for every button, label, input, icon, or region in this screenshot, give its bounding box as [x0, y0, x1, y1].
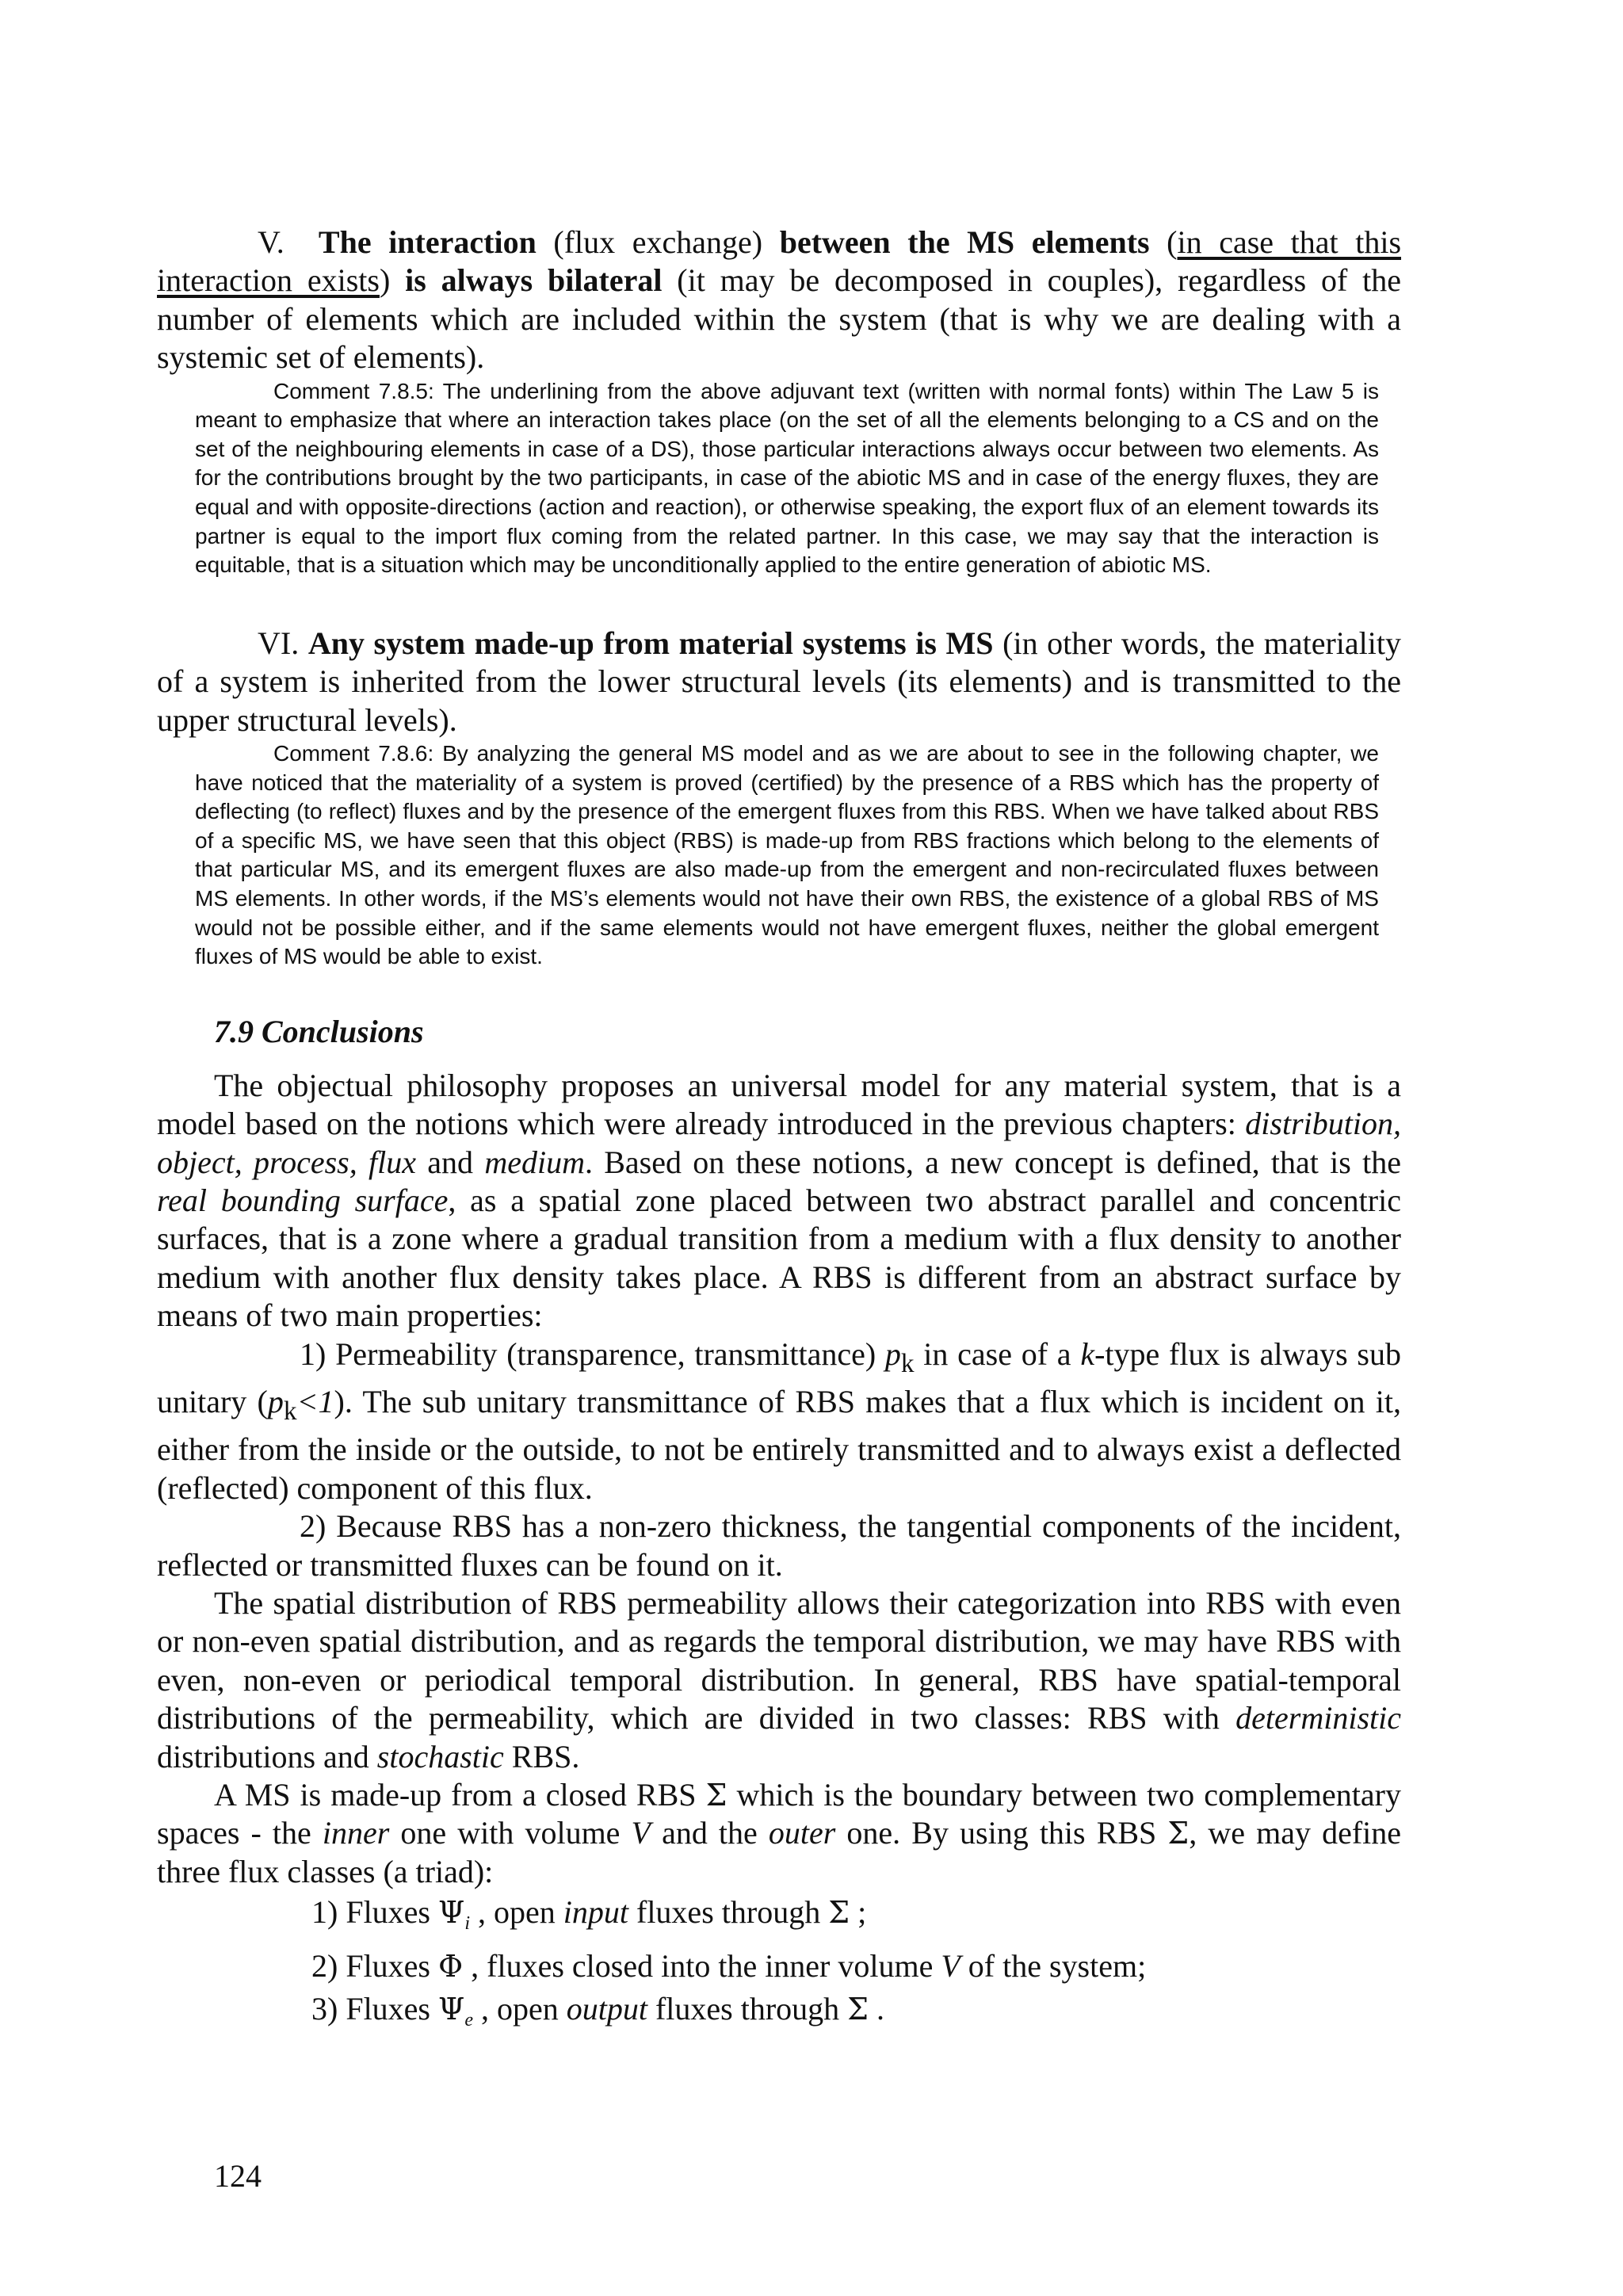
law-5-text-2: (	[1149, 224, 1178, 260]
p5-italic-g: outer	[768, 1815, 836, 1851]
list-3-text-e: .	[869, 1991, 885, 2027]
p5-italic-e: V	[631, 1815, 651, 1851]
conclusions-paragraph-5	[157, 1776, 1401, 1891]
list-item-2	[311, 1945, 1401, 1988]
p1-text-a: The objectual philosophy proposes an universal model for any material system, that is a model based on the notions which were already introduced in the previous chapters:	[157, 1067, 1401, 1142]
law-6-bold: Any system made-up from material systems is MS	[307, 625, 994, 661]
section-title: 7.9 Conclusions	[214, 1013, 424, 1049]
p1-text-e: . Based on these notions, a new concept is defined, that is the	[584, 1144, 1401, 1180]
law-5-text-4: (it may be decomposed in couples), regardless of the number of elements which are included within the system (that is why we are dealing with a systemic set of elements).	[157, 262, 1401, 376]
conclusions-paragraph-4	[157, 1584, 1401, 1776]
list-1-sub: i	[464, 1913, 470, 1935]
comment-7-8-6: Comment 7.8.6: By analyzing the general MS model and as we are about to see in the following chapter, we have noticed that the materiality of a system is proved (certified) by the presence of a RBS which has the property of deflecting (to reflect) fluxes and by the presence of the emergent fluxes from this RBS. When we have talked about RBS of a specific MS, we have seen that this object (RBS) is made-up from RBS fractions which belong to the elements of that particular MS, and its emergent fluxes are also made-up from the emergent and non-recirculated fluxes between MS elements. In other words, if the MS’s elements would not have their own RBS, the existence of a global RBS of MS would not be possible either, and if the same elements would not have emergent fluxes, neither the global emergent fluxes of MS would be able to exist.	[195, 741, 1379, 969]
law-5-text-1: (flux exchange)	[536, 224, 780, 260]
law-5-underlined: in case that this interaction exists	[157, 224, 1402, 299]
sigma-symbol: Σ	[828, 1895, 850, 1931]
p5-text-b: which is the boundary between two complementary spaces - the	[157, 1777, 1401, 1851]
conclusions-paragraph-1	[157, 1067, 1401, 1335]
p2-italic-p: p	[884, 1335, 901, 1372]
p5-italic-c: inner	[322, 1815, 390, 1851]
p2-sub-k2: k	[283, 1396, 297, 1426]
law-6-paragraph	[157, 625, 1401, 739]
list-3-italic: output	[566, 1991, 647, 2027]
list-item-3	[311, 1988, 1401, 2042]
p4-text-a: The spatial distribution of RBS permeability allows their categorization into RBS with even or non-even spatial distribution, and as regards the temporal distribution, we may have RBS with even, non-even or periodical temporal distribution. In general, RBS have spatial-temporal distributions of the permeability, which are divided in two classes: RBS with	[157, 1585, 1401, 1736]
psi-symbol: Ψ	[438, 1992, 465, 2027]
p5-text-d: one with volume	[389, 1815, 632, 1851]
law-5-bold-1: The interaction	[318, 224, 537, 260]
law-5-numeral: V.	[258, 224, 285, 260]
p5-text-f: and the	[650, 1815, 769, 1851]
list-1-text-a: 1) Fluxes	[311, 1894, 438, 1931]
p4-text-c: distributions and	[157, 1738, 377, 1775]
p2-text-f: -type flux is always sub unitary (	[157, 1335, 1401, 1419]
list-3-text-d: fluxes through	[647, 1991, 848, 2027]
list-2-text-a: 2) Fluxes	[311, 1948, 438, 1985]
list-3-text-a: 3) Fluxes	[311, 1991, 438, 2027]
list-item-1	[311, 1891, 1401, 1945]
list-3-text-b: , open	[472, 1991, 567, 2027]
p5-text-i: , we may define three flux classes (a triad):	[157, 1815, 1402, 1889]
p5-text-a: A MS is made-up from a closed RBS	[214, 1777, 706, 1813]
list-1-text-b: , open	[470, 1894, 563, 1931]
conclusions-property-2: 2) Because RBS has a non-zero thickness, the tangential components of the incident, reflected or transmitted fluxes can be found on it.	[157, 1508, 1401, 1583]
p2-italic-lt1: <1	[296, 1384, 334, 1419]
p2-text-d: in case of a	[914, 1335, 1081, 1372]
p1-italic-d: medium	[484, 1144, 585, 1180]
p2-text-a: 1) Permeability (transparence, transmittance)	[300, 1335, 885, 1372]
p4-text-e: RBS.	[503, 1738, 580, 1775]
p2-sub-k: k	[900, 1348, 915, 1378]
law-5-text-3: )	[379, 262, 406, 299]
law-5-bold-3: is always bilateral	[405, 262, 663, 299]
p1-italic-b: distribution, object, process, flux	[157, 1106, 1401, 1180]
page-number: 124	[214, 2158, 262, 2194]
p5-text-h: one. By using this RBS	[835, 1815, 1168, 1851]
p4-italic-b: deterministic	[1235, 1700, 1401, 1736]
list-1-text-e: ;	[850, 1894, 867, 1931]
p2-italic-p2: p	[267, 1384, 284, 1419]
p1-text-g: , as a spatial zone placed between two abstract parallel and concentric surfaces, that is a zone where a gradual transition from a medium with a flux density to another medium with another flux density takes place. A RBS is different from an abstract surface by means of two main properties:	[157, 1182, 1401, 1334]
psi-symbol: Ψ	[438, 1895, 465, 1931]
sigma-symbol: Σ	[847, 1992, 869, 2027]
p2-text-j: ). The sub unitary transmittance of RBS makes that a flux which is incident on it, either from the inside or the outside, to not be entirely transmitted and to always exist a deflected (reflected) component of this flux.	[157, 1384, 1401, 1506]
comment-7-8-5: Comment 7.8.5: The underlining from the above adjuvant text (written with normal fonts) within The Law 5 is meant to emphasize that where an interaction takes place (on the set of all the elements belonging to a CS and on the set of the neighbouring elements in case of a DS), those particular interactions always occur between two elements. As for the contributions brought by the two participants, in case of the abiotic MS and in case of the energy fluxes, they are equal and with opposite-directions (action and reaction), or otherwise speaking, the export flux of an element towards its partner is equal to the import flux coming from the related partner. In this case, we may say that the interaction is equitable, that is a situation which may be unconditionally applied to the entire generation of abiotic MS.	[195, 378, 1379, 578]
list-2-text-d: of the system;	[960, 1948, 1147, 1985]
p1-italic-f: real bounding surface	[157, 1182, 449, 1218]
page-content	[157, 223, 1401, 2042]
list-2-italic: V	[941, 1948, 960, 1985]
p4-italic-d: stochastic	[376, 1738, 504, 1775]
p2-italic-k: k	[1080, 1335, 1095, 1372]
law-5-paragraph	[157, 223, 1401, 377]
list-2-text-b: , fluxes closed into the inner volume	[463, 1948, 941, 1985]
law-6-text: (in other words, the materiality of a system is inherited from the lower structural levels (its elements) and is transmitted to the upper structural levels).	[157, 625, 1402, 738]
list-1-text-d: fluxes through	[628, 1894, 829, 1931]
phi-symbol: Φ	[438, 1949, 464, 1985]
sigma-symbol: Σ	[705, 1778, 727, 1813]
list-1-italic: input	[563, 1894, 628, 1931]
sigma-symbol: Σ	[1167, 1816, 1190, 1851]
conclusions-property-1	[157, 1335, 1401, 1508]
p1-text-c: and	[416, 1144, 485, 1180]
law-6-numeral: VI.	[258, 625, 300, 661]
list-3-sub: e	[464, 2010, 473, 2031]
law-5-bold-2: between the MS elements	[779, 224, 1150, 260]
